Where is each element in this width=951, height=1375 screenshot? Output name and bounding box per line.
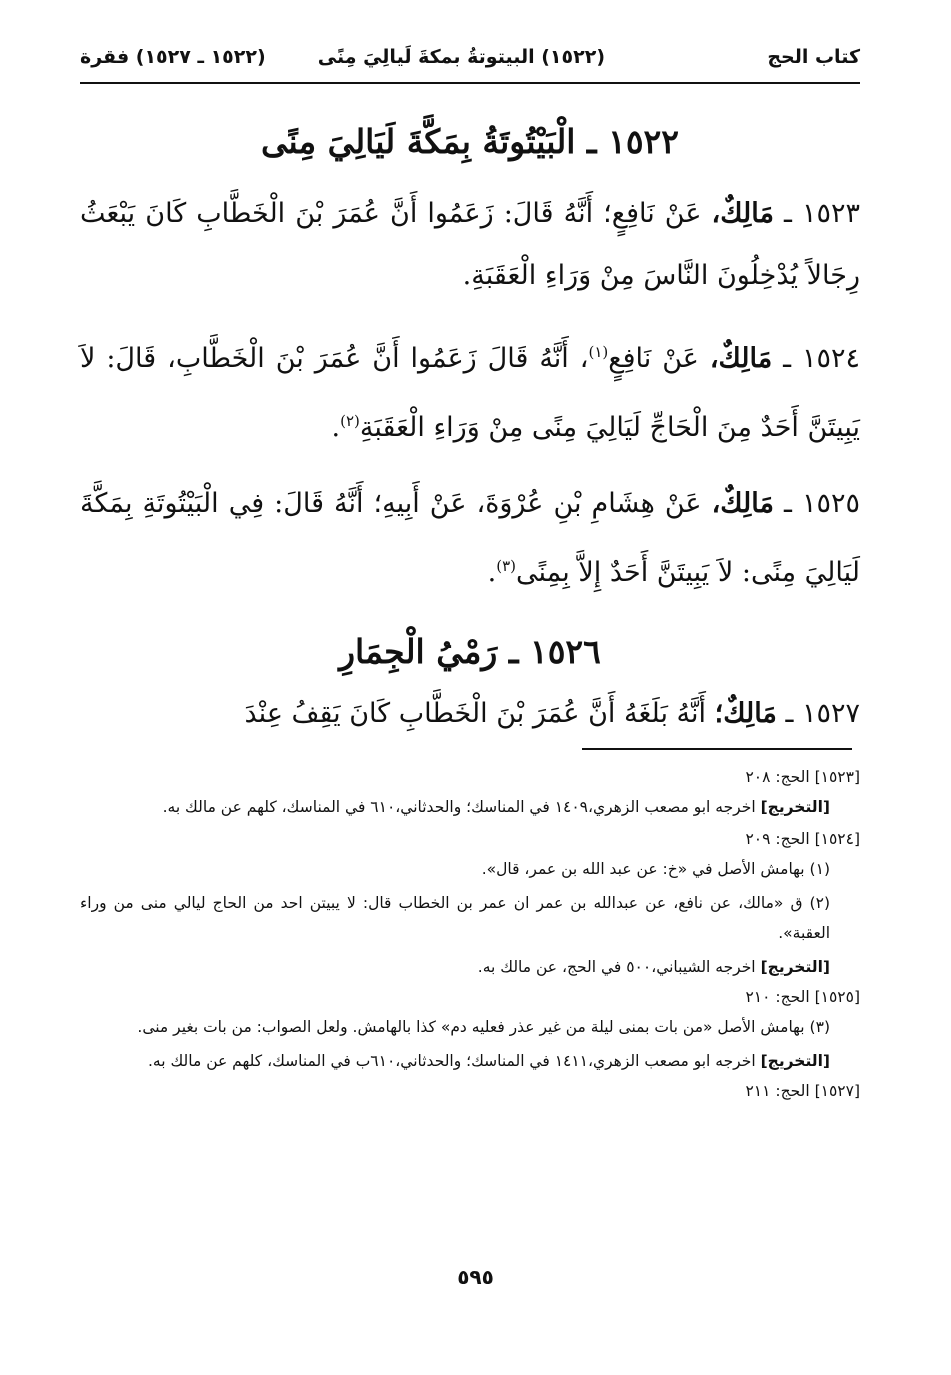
takhrij-label: [التخريج]: [760, 1052, 830, 1070]
takhrij-note: [80, 952, 830, 982]
chapter-heading: [80, 122, 860, 161]
chapter-number: ١٥٢٦ ـ: [508, 632, 601, 671]
book-title: كتاب الحج: [767, 46, 860, 68]
chapter-title: الْبَيْتُوتَةُ بِمَكَّةَ لَيَالِيَ مِنًى: [260, 122, 576, 161]
hadith-text: .: [487, 557, 497, 588]
paragraph-range: (١٥٢٢ ـ ١٥٢٧) فقرة: [80, 46, 266, 68]
takhrij-label: [التخريج]: [760, 958, 830, 976]
hadith-number: ١٥٢٥ ـ: [784, 488, 860, 519]
takhrij-note: [80, 792, 830, 822]
takhrij-note: [80, 1046, 830, 1076]
hadith-text: ، أَنَّهُ قَالَ زَعَمُوا أَنَّ عُمَرَ بْنَ الْخَطَّابِ، قَالَ: لاَ يَبِيتَنَّ أَحَدٌ مِنَ الْحَاجِّ لَيَالِيَ مِنًى مِنْ وَرَاءِ الْعَقَبَةِ: [80, 343, 860, 443]
hadith-paragraph: [80, 473, 860, 604]
footnote-reference: [١٥٢٥] الحج: ٢١٠: [745, 988, 860, 1006]
chapter-heading: [80, 632, 860, 671]
footnote-reference: [١٥٢٧] الحج: ٢١١: [745, 1082, 860, 1100]
footnote-marker[interactable]: (٣): [496, 557, 516, 575]
footnote-reference: [١٥٢٣] الحج: ٢٠٨: [745, 768, 860, 786]
footnote-marker[interactable]: (٢): [340, 412, 360, 430]
footnote-reference: [١٥٢٤] الحج: ٢٠٩: [745, 830, 860, 848]
hadith-paragraph: [80, 321, 860, 459]
hadith-number: ١٥٢٣ ـ: [783, 198, 860, 229]
hadith-text: عَنْ هِشَامِ بْنِ عُرْوَةَ، عَنْ أَبِيهِ؛ أَنَّهُ قَالَ: فِي الْبَيْتُوتَةِ بِمَكَّةَ لَيَالِيَ مِنًى: لاَ يَبِيتَنَّ أَحَدٌ إِلاَّ بِمِنًى: [80, 488, 860, 588]
hadith-paragraph: [80, 183, 860, 307]
footnote-2: (٢) ق «مالك، عن نافع، عن عبدالله بن عمر ان عمر بن الخطاب قال: لا يبيتن احد من الحاج ليالي منى من وراء العقبة».: [80, 894, 830, 942]
page-number: ٥٩٥: [457, 1265, 494, 1289]
footnote-1: (١) بهامش الأصل في «خ: عن عبد الله بن عمر، قال».: [481, 860, 830, 878]
takhrij-text: اخرجه ابو مصعب الزهري،١٤١١ في المناسك؛ والحدثاني،٦١٠ب في المناسك، كلهم عن مالك به.: [147, 1052, 756, 1070]
takhrij-text: اخرجه ابو مصعب الزهري،١٤٠٩ في المناسك؛ والحدثاني،٦١٠ في المناسك، كلهم عن مالك به.: [162, 798, 756, 816]
hadith-number: ١٥٢٤ ـ: [783, 343, 860, 374]
takhrij-text: اخرجه الشيباني،٥٠٠ في الحج، عن مالك به.: [477, 958, 756, 976]
chapter-number: ١٥٢٢ ـ: [586, 122, 679, 161]
hadith-narrator: مَالِكٌ؛: [714, 698, 777, 729]
main-text: [80, 110, 860, 759]
hadith-text: عَنْ نَافِعٍ؛ أَنَّهُ قَالَ: زَعَمُوا أَنَّ عُمَرَ بْنَ الْخَطَّابِ كَانَ يَبْعَثُ رِجَالاً يُدْخِلُونَ النَّاسَ مِنْ وَرَاءِ الْعَقَبَةِ.: [80, 198, 860, 291]
hadith-text: .: [331, 412, 341, 443]
footnotes: [80, 762, 860, 1106]
hadith-text: أَنَّهُ بَلَغَهُ أَنَّ عُمَرَ بْنَ الْخَطَّابِ كَانَ يَقِفُ عِنْدَ: [244, 698, 707, 729]
header-divider: [80, 82, 860, 84]
running-header: [80, 40, 860, 76]
hadith-paragraph: [80, 683, 860, 745]
hadith-narrator: مَالِكٌ،: [709, 343, 773, 374]
footnote-divider: [582, 748, 852, 750]
footnote-3: (٣) بهامش الأصل «من بات بمنى ليلة من غير عذر فعليه دم» كذا بالهامش. ولعل الصواب: من بات بغير منى.: [137, 1018, 830, 1036]
hadith-narrator: مَالِكٌ،: [711, 198, 774, 229]
hadith-number: ١٥٢٧ ـ: [785, 698, 860, 729]
chapter-title: رَمْيُ الْجِمَارِ: [339, 632, 498, 671]
section-title: (١٥٢٢) البيتوتةُ بمكةَ لَيالِيَ مِنًى: [317, 46, 605, 68]
hadith-text: عَنْ نَافِعٍ: [608, 343, 699, 374]
hadith-narrator: مَالِكٌ،: [711, 488, 774, 519]
footnote-marker[interactable]: (١): [588, 343, 609, 361]
takhrij-label: [التخريج]: [760, 798, 830, 816]
